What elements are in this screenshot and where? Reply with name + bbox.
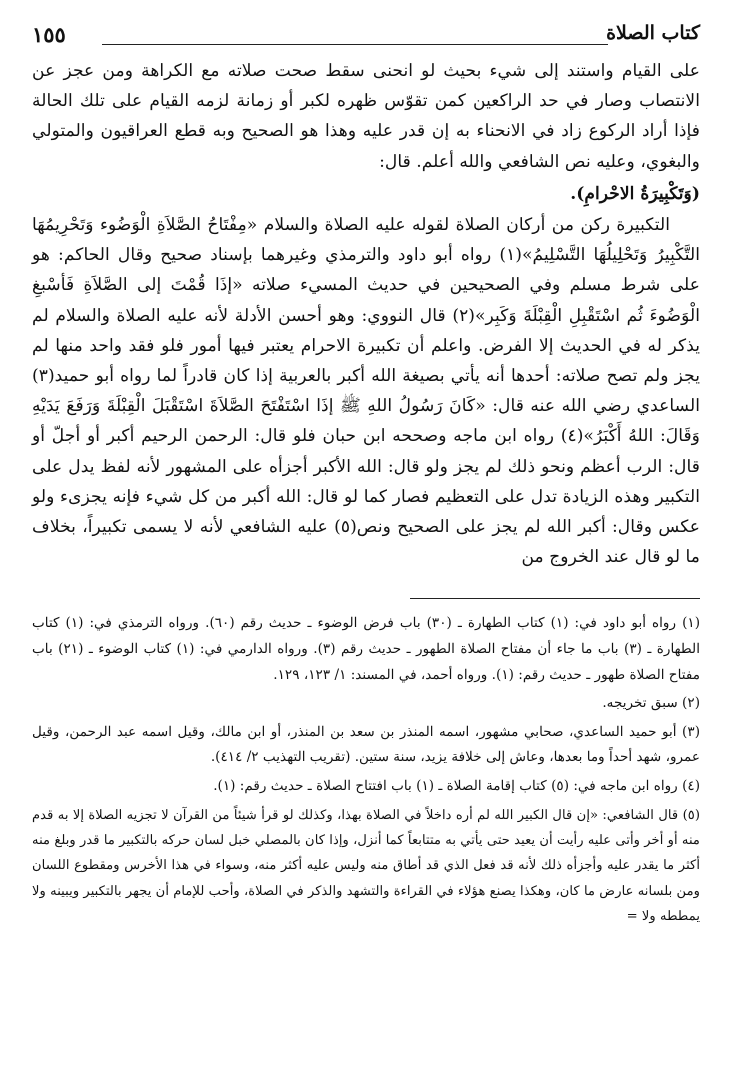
section-heading: (وَتَكْبِيرَةُ الاحْرامِ). [570, 183, 700, 204]
footnote-1: (١) رواه أبو داود في: (١) كتاب الطهارة ـ (٣٠) باب فرض الوضوء ـ حديث رقم (٦٠). ورواه الترمذي في: (١) كتاب الطهارة ـ (٣) باب ما جاء أن مفتاح الصلاة الطهور ـ حديث رقم (٣). ورواه الدارمي في: (١) كتاب الوضوء ـ (٢١) باب مفتاح الصلاة طهور ـ حديث رقم: (١). ورواه أحمد، في المسند: ١/ ١٢٣، ١٢٩. [32, 615, 701, 683]
chapter-title: كتاب الصلاة [606, 22, 700, 44]
main-text [32, 56, 700, 572]
paragraph-2: التكبيرة ركن من أركان الصلاة لقوله عليه الصلاة والسلام «مِفْتَاحُ الصَّلاَةِ الْوَضُوء وَتَحْرِيمُهَا التَّكْبِيرُ وَتَحْلِيلُهَا التَّسْلِيمُ»(١) رواه أبو داود والترمذي وغيرهما بإسناد صحيح وقال الحاكم: هو على شرط مسلم وفي الصحيحين في حديث المسيء صلاته «إذَا قُمْتَ إلى الصَّلاَةِ فَأسْبغِ الْوَضُوءَ ثُم اسْتَقْبِلِ الْقِبْلَةَ وَكَبِر»(٢) قال النووي: وهو أحسن الأدلة لأنه عليه الصلاة والسلام لم يذكر له في الحديث إلا الفرض. واعلم أن تكبيرة الاحرام يعتبر فيها أمور فلو فقد واحد منها لم يجز ولم تصح صلاته: أحدها أنه يأتي بصيغة الله أكبر بالعربية إذا كان قادراً لما رواه أبو حميد(٣) الساعدي رضي الله عنه قال: «كَانَ رَسُولُ اللهِ ﷺ إذَا اسْتَفْتَحَ الصَّلاَةَ اسْتَقْبَلَ الْقِبْلَةَ وَرَفَعَ يَدَيْهِ وَقَالَ: اللهُ أَكْبَرُ»(٤) رواه ابن ماجه وصححه ابن حبان فلو قال: الرحمن الرحيم أكبر أو أجلّ أو قال: الرب أعظم ونحو ذلك لم يجز ولو قال: الله الأكبر أجزأه على المشهور لأنه لفظ يدل على التكبير وهذه الزيادة تدل على التعظيم فصار كما لو قال: الله أكبر من كل شيء فإنه يجزىء ولو عكس وقال: أكبر الله لم يجز على الصحيح ونص(٥) عليه الشافعي لأنه لا يسمى تكبيراً، بخلاف ما لو قال عند الخروج من [32, 215, 700, 568]
header-rule [102, 44, 608, 45]
footnote-separator [410, 598, 700, 599]
footnote-5: (٥) قال الشافعي: «إن قال الكبير الله لم أره داخلاً في الصلاة بهذا، وكذلك لو قرأ شيئاً من القرآن لا تجزيه الصلاة إلا به قدم منه أو أخر وأتى عليه رأيت أن يعيد حتى يأتي به متتابعاً كما أنزل، وإذا كان بالمصلي خبل لسان حركه بالتكبير ما قدر وبلغ منه أكثر ما يقدر عليه وأجزأه ذلك لأنه قد فعل الذي قد أطاق منه وليس عليه أكثر منه، وسواء في هذا الأخرس ومقطوع اللسان ومن بلسانه عارض ما كان، وهكذا يصنع هؤلاء في القراءة والتشهد والذكر في الصلاة، وأحب للإمام أن يجهر بالتكبير ويبينه ولا يمططه ولا = [32, 807, 700, 925]
footnotes [32, 611, 700, 929]
footnote-2: (٢) سبق تخريجه. [602, 695, 700, 712]
page-number: ١٥٥ [32, 22, 66, 47]
footnote-4: (٤) رواه ابن ماجه في: (٥) كتاب إقامة الصلاة ـ (١) باب افتتاح الصلاة ـ حديث رقم: (١). [213, 778, 700, 795]
footnote-3: (٣) أبو حميد الساعدي، صحابي مشهور، اسمه المنذر بن سعد بن المنذر، أو ابن مالك، وقيل اسمه عبد الرحمن، وقيل عمرو، شهد أحداً وما بعدها، وعاش إلى خلافة يزيد، سنة ستين. (تقريب التهذيب ٢/ ٤١٤). [32, 723, 700, 766]
running-header [32, 22, 700, 56]
page [32, 22, 700, 930]
paragraph-1: على القيام واستند إلى شيء بحيث لو انحنى سقط صحت صلاته مع الكراهة ومن عجز عن الانتصاب وصار في حد الراكعين كمن تقوّس ظهره لكبر أو زمانة لزمه القيام على تلك الحالة فإذا أراد الركوع زاد في الانحناء به إن قدر عليه وهذا هو الصحيح وبه قطع العراقيون والمتولي والبغوي، وعليه نص الشافعي والله أعلم. قال: [32, 61, 700, 172]
